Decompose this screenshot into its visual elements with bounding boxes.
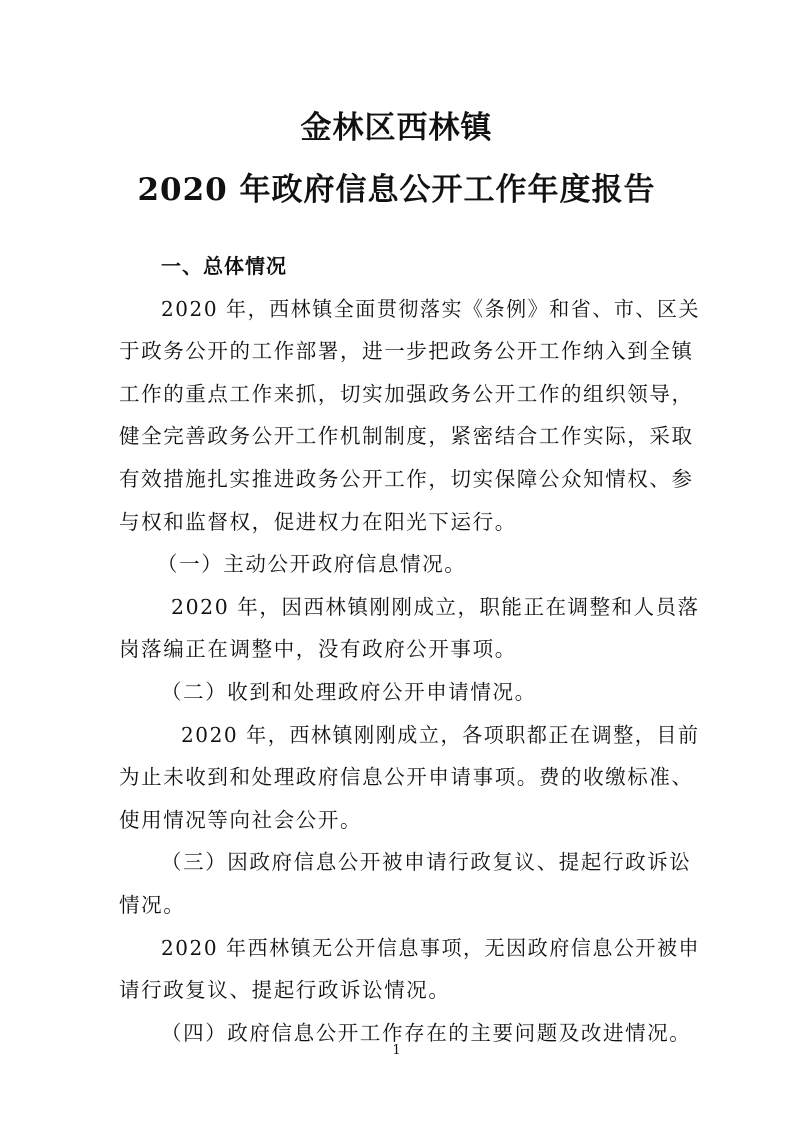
paragraph-line: 岗落编正在调整中，没有政府公开事项。 — [119, 637, 517, 662]
document-title-line-2: 2020 年政府信息公开工作年度报告 — [137, 172, 656, 208]
paragraph-line: 于政务公开的工作部署，进一步把政务公开工作纳入到全镇 — [119, 339, 694, 364]
paragraph-line: 为止未收到和处理政府信息公开申请事项。费的收缴标准、 — [119, 765, 694, 790]
section-heading-overview: 一、总体情况 — [161, 254, 287, 278]
subsection-heading-2: （二）收到和处理政府公开申请情况。 — [161, 680, 537, 704]
page-number: 1 — [392, 1043, 401, 1058]
paragraph-line: 工作的重点工作来抓，切实加强政务公开工作的组织领导， — [119, 381, 694, 406]
paragraph-line: 2020 年，西林镇全面贯彻落实《条例》和省、市、区关 — [161, 296, 701, 321]
document-title-line-1: 金林区西林镇 — [300, 110, 493, 146]
subsection-heading-3: （三）因政府信息公开被申请行政复议、提起行政诉讼 — [161, 850, 692, 875]
subsection-heading-4: （四）政府信息公开工作存在的主要问题及改进情况。 — [161, 1020, 692, 1045]
paragraph-line: 2020 年，因西林镇刚刚成立，职能正在调整和人员落 — [171, 594, 700, 619]
paragraph-line: 使用情况等向社会公开。 — [119, 807, 363, 832]
paragraph-line: 与权和监督权，促进权力在阳光下运行。 — [119, 509, 517, 534]
paragraph-line: 情况。 — [119, 893, 186, 917]
paragraph-line: 请行政复议、提起行政诉讼情况。 — [119, 978, 451, 1003]
paragraph-line: 健全完善政务公开工作机制制度，紧密结合工作实际，采取 — [119, 424, 694, 449]
subsection-heading-1: （一）主动公开政府信息情况。 — [157, 552, 467, 577]
paragraph-line: 有效措施扎实推进政务公开工作，切实保障公众知情权、参 — [119, 467, 694, 491]
paragraph-line: 2020 年，西林镇刚刚成立，各项职都正在调整，目前 — [181, 722, 700, 747]
paragraph-line: 2020 年西林镇无公开信息事项，无因政府信息公开被申 — [161, 935, 701, 960]
